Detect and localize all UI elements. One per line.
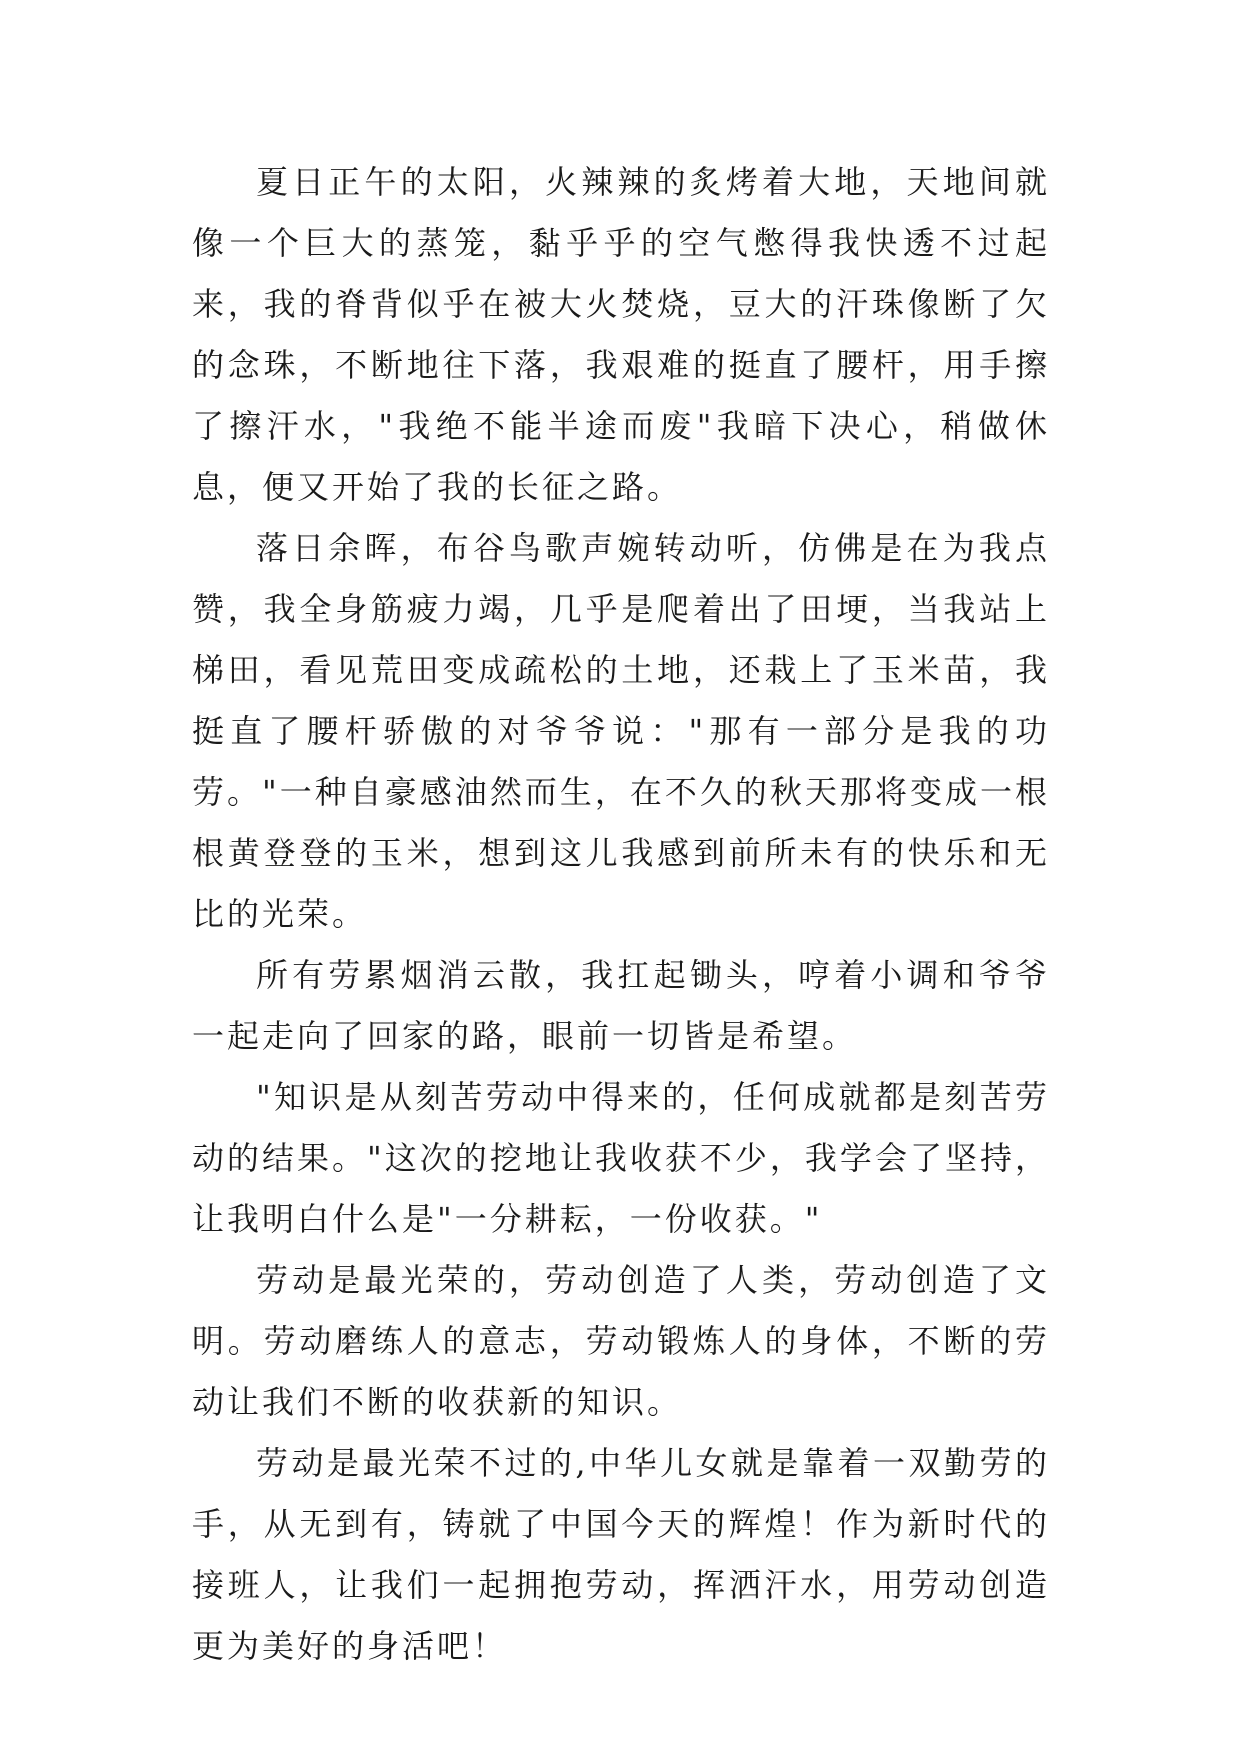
paragraph-2: 落日余晖，布谷鸟歌声婉转动听，仿佛是在为我点赞，我全身筋疲力竭，几乎是爬着出了田埂，当我站上梯田，看见荒田变成疏松的土地，还栽上了玉米苗，我挺直了腰杆骄傲的对爷爷说："那有一部分是我的功劳。"一种自豪感油然而生，在不久的秋天那将变成一根根黄登登的玉米，想到这儿我感到前所未有的快乐和无比的光荣。 — [192, 529, 1050, 933]
paragraph-5: 劳动是最光荣的，劳动创造了人类，劳动创造了文明。劳动磨练人的意志，劳动锻炼人的身体，不断的劳动让我们不断的收获新的知识。 — [192, 1261, 1050, 1421]
paragraph-4: "知识是从刻苦劳动中得来的，任何成就都是刻苦劳动的结果。"这次的挖地让我收获不少，我学会了坚持，让我明白什么是"一分耕耘，一份收获。" — [192, 1078, 1050, 1238]
paragraph-1: 夏日正午的太阳，火辣辣的炙烤着大地，天地间就像一个巨大的蒸笼，黏乎乎的空气憋得我快透不过起来，我的脊背似乎在被大火焚烧，豆大的汗珠像断了欠的念珠，不断地往下落，我艰难的挺直了腰杆，用手擦了擦汗水，"我绝不能半途而废"我暗下决心，稍做休息，便又开始了我的长征之路。 — [192, 163, 1050, 506]
document-body — [192, 152, 1050, 1677]
paragraph-6: 劳动是最光荣不过的,中华儿女就是靠着一双勤劳的手，从无到有，铸就了中国今天的辉煌！作为新时代的接班人，让我们一起拥抱劳动，挥洒汗水，用劳动创造更为美好的身活吧！ — [192, 1444, 1050, 1665]
paragraph-3: 所有劳累烟消云散，我扛起锄头，哼着小调和爷爷一起走向了回家的路，眼前一切皆是希望。 — [192, 956, 1050, 1055]
